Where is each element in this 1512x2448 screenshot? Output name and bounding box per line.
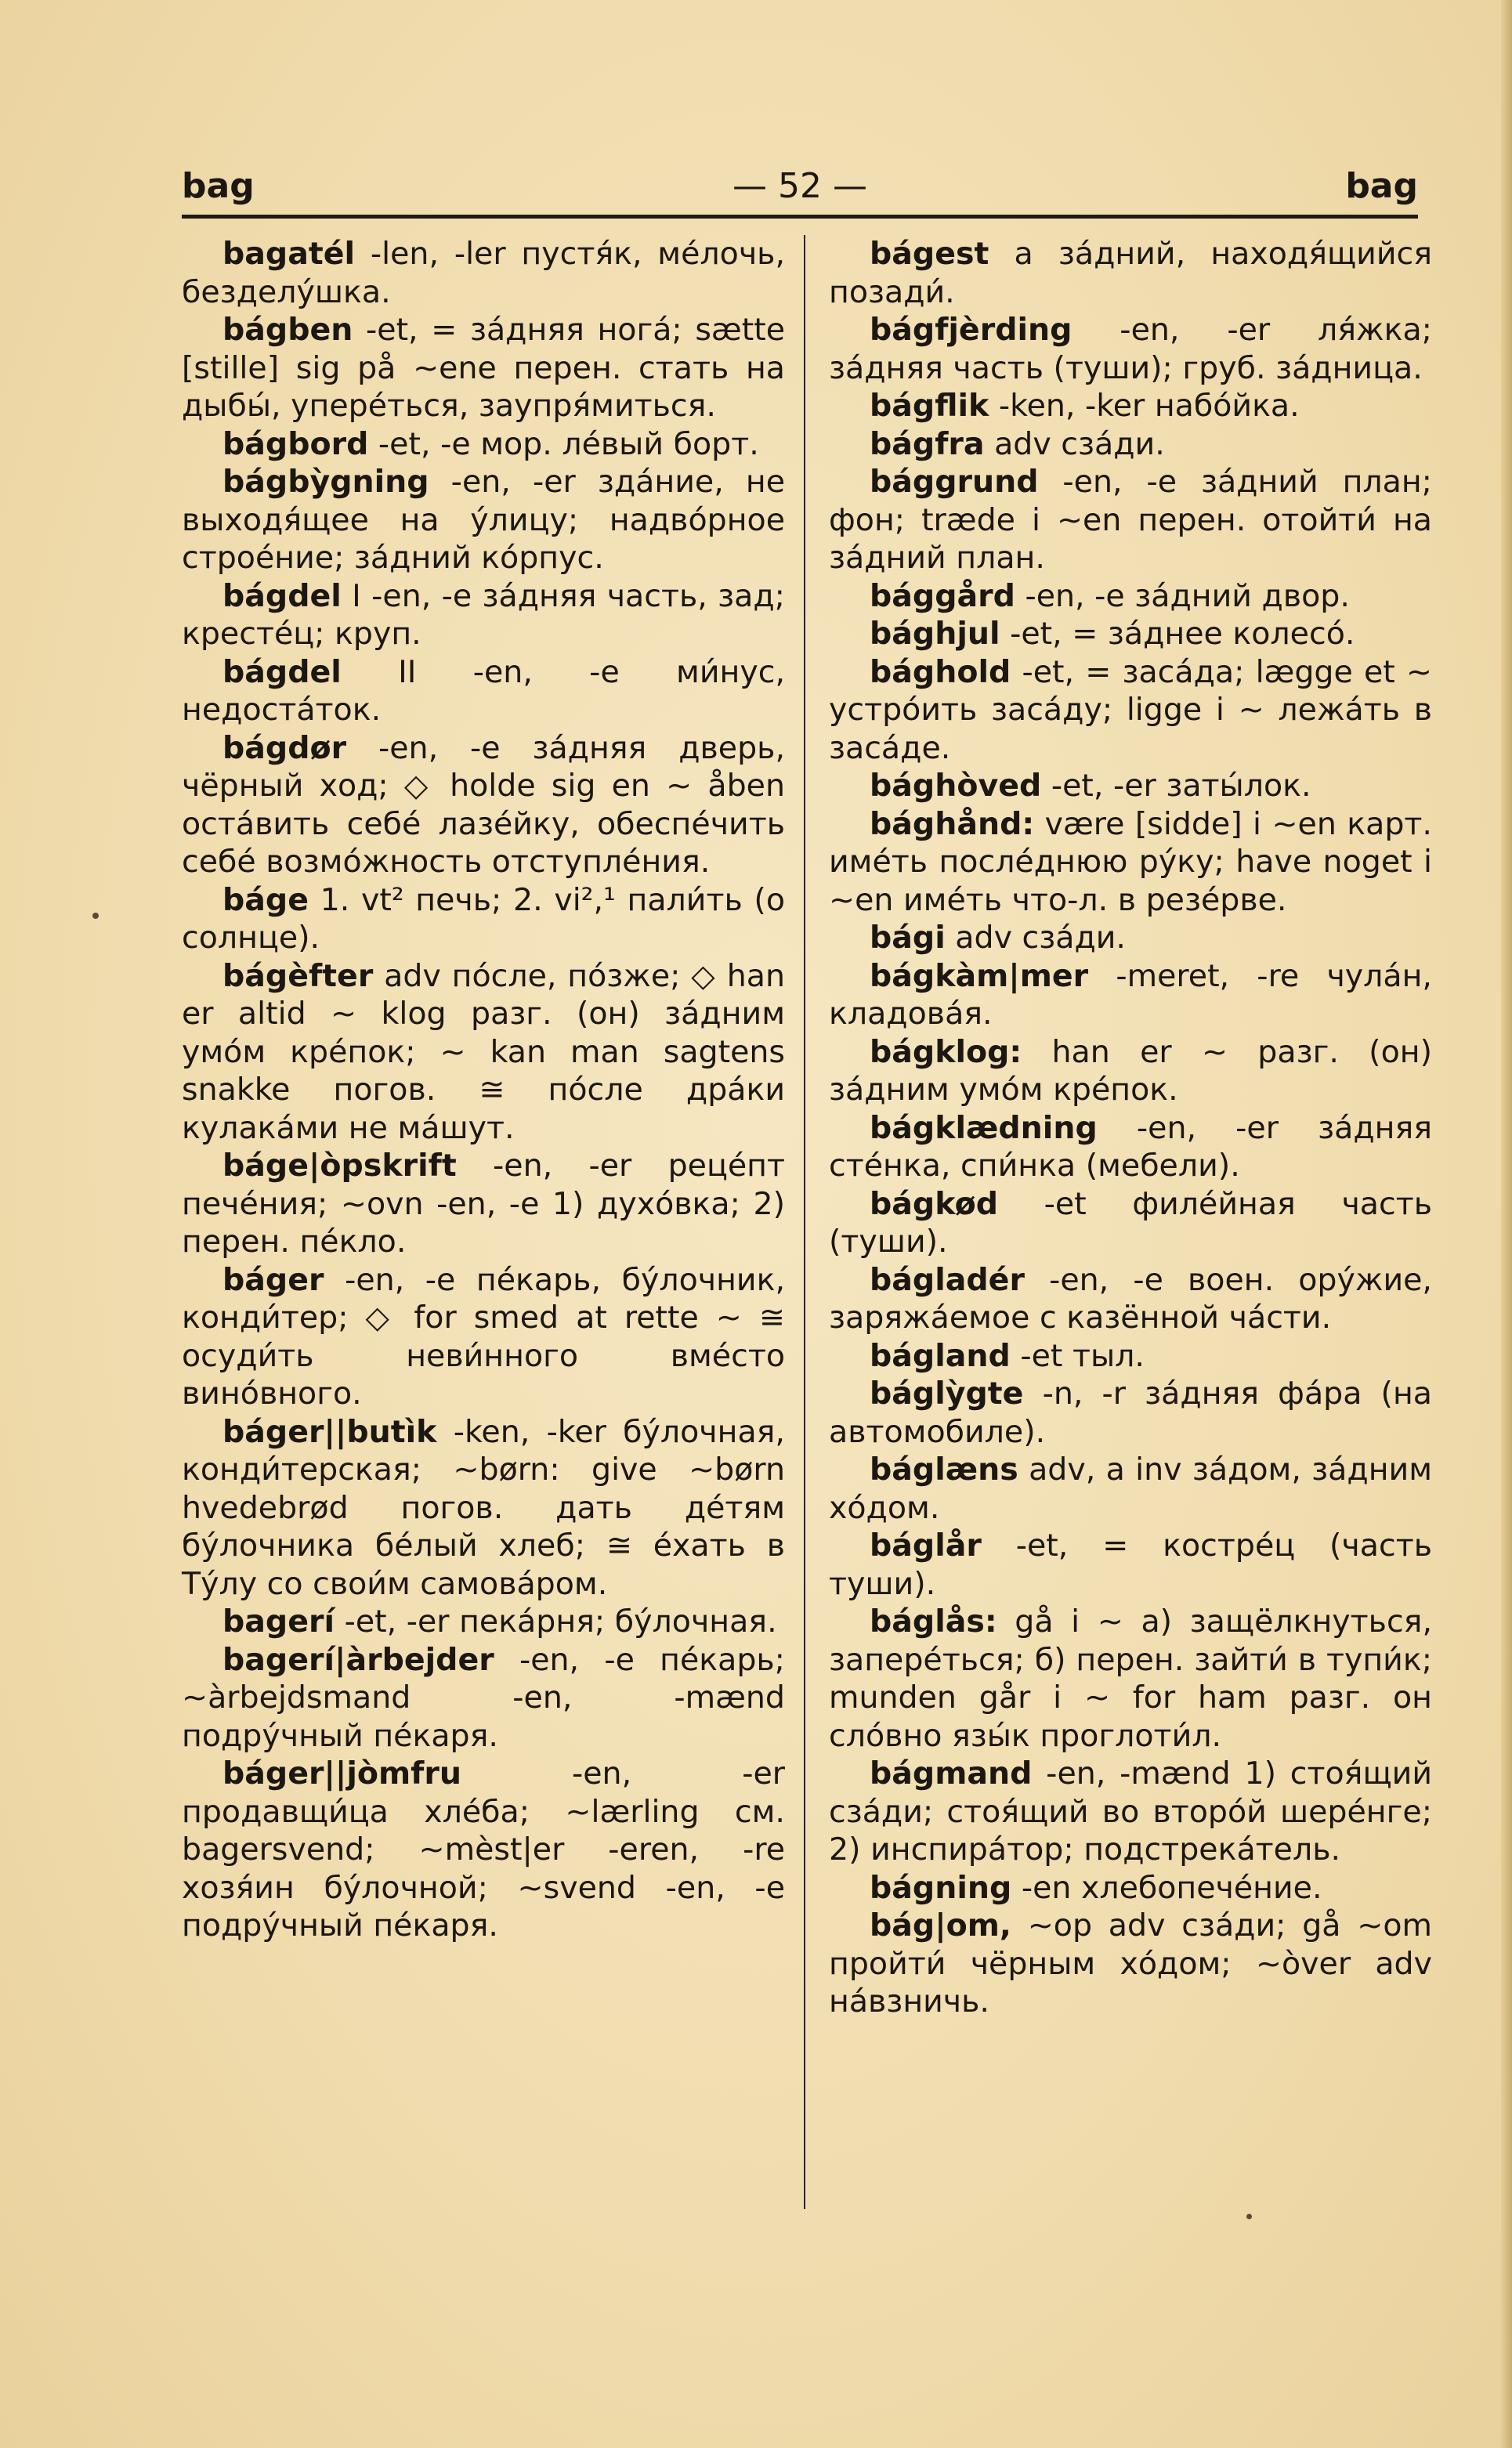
entry-definition: -n, -r за́дняя фа́ра (на автомобиле). <box>829 1376 1432 1450</box>
entry-definition: -en, -er ля́жка; за́дняя часть (туши); груб. за́дница. <box>829 312 1432 386</box>
entry-headword: bagerí|àrbejder <box>222 1641 494 1678</box>
running-header <box>182 166 1418 213</box>
entry-definition: ~op adv сза́ди; gå ~om пройти́ чёрным хо́дом; ~òver adv на́взничь. <box>829 1907 1432 2020</box>
dictionary-entry <box>182 235 785 311</box>
dictionary-entry <box>829 1375 1432 1451</box>
dictionary-entry <box>829 1603 1432 1755</box>
dictionary-entry <box>182 425 785 464</box>
entry-headword: bágbord <box>222 425 369 462</box>
dictionary-entry <box>182 1261 785 1413</box>
entry-headword: bághånd: <box>870 805 1035 842</box>
dictionary-entry <box>829 1451 1432 1527</box>
entry-headword: bágdør <box>222 729 347 766</box>
dictionary-entry <box>182 1147 785 1261</box>
dictionary-entry <box>829 1109 1432 1185</box>
header-right-guideword: bag <box>1345 166 1418 206</box>
entry-headword: bágklog: <box>870 1033 1022 1070</box>
entry-headword: bághold <box>870 653 1011 690</box>
entry-definition: adv сза́ди. <box>984 425 1165 462</box>
page-edge <box>1501 0 1512 2448</box>
entry-definition: adv сза́ди. <box>945 920 1126 956</box>
entry-definition: være [sidde] i ~en карт. име́ть после́днюю ру́ку; have noget i ~en име́ть что-л. в резе́рве. <box>829 805 1432 918</box>
right-column <box>829 235 1432 2021</box>
entry-headword: bágèfter <box>222 957 374 994</box>
entry-headword: bághjul <box>870 616 1000 652</box>
dictionary-entry <box>829 1869 1432 1907</box>
entry-definition: adv, a inv за́дом, за́дним хо́дом. <box>829 1452 1432 1526</box>
entry-definition: -en, -e за́дний двор. <box>1015 577 1350 614</box>
entry-definition: -et, -er пека́рня; бу́лочная. <box>335 1604 777 1640</box>
dictionary-entry <box>829 1337 1432 1376</box>
entry-definition: -et, = заса́да; lægge et ~ устро́ить заса́ду; ligge i ~ лежа́ть в заса́де. <box>829 653 1432 766</box>
paper-speck <box>1246 2214 1252 2219</box>
entry-headword: báge|òpskrift <box>222 1148 457 1184</box>
entry-definition: -et, -e мор. ле́вый борт. <box>368 425 759 462</box>
entry-definition: -en, -e за́дняя дверь, чёрный ход; ◇ holde sig en ~ åben оста́вить себе́ лазе́йку, обеспе́чить себе́ возмо́жность отступле́ния. <box>182 729 785 880</box>
column-divider <box>804 235 805 2209</box>
dictionary-entry <box>182 311 785 425</box>
entry-definition: -et филе́йная часть (туши). <box>829 1185 1432 1260</box>
entry-definition: -meret, -re чула́н, кладова́я. <box>829 957 1432 1032</box>
dictionary-entry <box>829 1907 1432 2021</box>
entry-headword: báglỳgte <box>870 1376 1024 1412</box>
entry-headword: bágdel <box>222 653 342 690</box>
dictionary-entry <box>829 425 1432 464</box>
dictionary-entry <box>182 729 785 881</box>
entry-definition: -et тыл. <box>1010 1337 1145 1374</box>
entry-definition: II -en, -e ми́нус, недоста́ток. <box>182 653 785 728</box>
entry-headword: bágflik <box>870 388 989 424</box>
dictionary-entry <box>829 919 1432 957</box>
entry-definition: -en, -er продавщи́ца хле́ба; ~lærling см. bagersvend; ~mèst|er -eren, -re хозя́ин бу́лочной; ~svend -en, -e подру́чный пе́каря. <box>182 1756 785 1944</box>
dictionary-entry <box>182 1603 785 1641</box>
dictionary-entry <box>829 767 1432 805</box>
dictionary-entry <box>829 577 1432 616</box>
dictionary-entry <box>182 1413 785 1604</box>
entry-definition: -en, -e воен. ору́жие, заряжа́емое с казённой ча́сти. <box>829 1261 1432 1336</box>
entry-definition: -en, -mænd 1) стоя́щий сза́ди; стоя́щий во второ́й шере́нге; 2) инспира́тор; подстрека́тель. <box>829 1756 1432 1868</box>
entry-headword: bági <box>870 920 946 956</box>
dictionary-entry <box>182 577 785 653</box>
dictionary-entry <box>829 1261 1432 1337</box>
entry-definition: -en, -er зда́ние, не выходя́щее на у́лицу; надво́рное строе́ние; за́дний ко́рпус. <box>182 464 785 576</box>
entry-headword: bágmand <box>870 1756 1033 1792</box>
entry-headword: bág|om, <box>870 1907 1011 1944</box>
dictionary-entry <box>182 653 785 729</box>
entry-definition: a за́дний, находя́щийся позади́. <box>829 236 1432 310</box>
dictionary-entry <box>829 653 1432 768</box>
dictionary-entry <box>829 235 1432 311</box>
dictionary-entry <box>182 1641 785 1756</box>
entry-definition: -et, -er заты́лок. <box>1041 768 1311 804</box>
dictionary-entry <box>829 1033 1432 1109</box>
entry-definition: han er ~ разг. (он) за́дним умо́м кре́пок. <box>829 1033 1432 1108</box>
entry-headword: bágning <box>870 1869 1012 1906</box>
entry-headword: báglås: <box>870 1604 997 1640</box>
dictionary-entry <box>829 1527 1432 1603</box>
dictionary-entry <box>829 387 1432 425</box>
entry-definition: -ken, -ker бу́лочная, конди́терская; ~børn: give ~børn hvedebrød погов. дать де́тям бу́лочника бе́лый хлеб; ≅ е́хать в Ту́лу со свои́м самова́ром. <box>182 1413 785 1602</box>
entry-headword: bággård <box>870 577 1015 614</box>
entry-definition: -en, -e за́дний план; фон; træde i ~en перен. отойти́ на за́дний план. <box>829 464 1432 576</box>
entry-definition: 1. vt² печь; 2. vi²,¹ пали́ть (о солнце). <box>182 881 785 956</box>
entry-definition: -et, = костре́ц (часть туши). <box>829 1528 1432 1602</box>
entry-headword: bágfjèrding <box>870 312 1073 348</box>
dictionary-entry <box>182 1755 785 1945</box>
entry-definition: -len, -ler пустя́к, ме́лочь, безделу́шка. <box>182 236 785 310</box>
dictionary-entry <box>829 615 1432 653</box>
dictionary-entry <box>829 311 1432 387</box>
entry-definition: adv по́сле, по́зже; ◇ han er altid ~ klog разг. (он) за́дним умо́м кре́пок; ~ kan man sagtens snakke погов. ≅ по́сле дра́ки кулака́ми не ма́шут. <box>182 957 785 1146</box>
entry-headword: báger <box>222 1261 324 1298</box>
entry-headword: bágkød <box>870 1185 999 1222</box>
entry-headword: bágfra <box>870 425 985 462</box>
entry-headword: bágben <box>222 312 353 348</box>
dictionary-entry <box>829 805 1432 920</box>
entry-headword: báglår <box>870 1528 982 1564</box>
header-rule <box>182 215 1418 219</box>
entry-headword: bághòved <box>870 768 1042 804</box>
dictionary-entry <box>182 957 785 1148</box>
entry-headword: bágland <box>870 1337 1011 1374</box>
entry-definition: -et, = за́дняя нога́; sætte [stille] sig på ~ene перен. стать на дыбы́, упере́ться, заупря́миться. <box>182 312 785 424</box>
entry-definition: -en, -e пе́карь, бу́лочник, конди́тер; ◇ for smed at rette ~ ≅ осуди́ть неви́нного вме́сто вино́вного. <box>182 1261 785 1412</box>
dictionary-entry <box>829 1755 1432 1869</box>
entry-definition: gå i ~ а) защёлкнуться, запере́ться; б) перен. зайти́ в тупи́к; munden går i ~ for ham разг. он сло́вно язы́к проглоти́л. <box>829 1604 1432 1754</box>
entry-definition: -en, -er реце́пт пече́ния; ~ovn -en, -e 1) духо́вка; 2) перен. пе́кло. <box>182 1148 785 1260</box>
dictionary-entry <box>829 1185 1432 1261</box>
entry-headword: báglæns <box>870 1452 1018 1488</box>
entry-headword: bágkàm|mer <box>870 957 1089 994</box>
entry-definition: -et, = за́днее колесо́. <box>1000 616 1355 652</box>
entry-headword: bagerí <box>222 1604 335 1640</box>
dictionary-entry <box>829 463 1432 577</box>
entry-headword: báger||butìk <box>222 1413 437 1450</box>
entry-headword: báge <box>222 881 309 918</box>
dictionary-entry <box>182 463 785 577</box>
entry-headword: bagatél <box>222 236 356 272</box>
page-number: — 52 — <box>732 166 867 206</box>
dictionary-entry <box>829 957 1432 1033</box>
entry-definition: -en, -er за́дняя сте́нка, спи́нка (мебели). <box>829 1109 1432 1184</box>
entry-definition: -en, -e пе́карь; ~àrbejdsmand -en, -mænd подру́чный пе́каря. <box>182 1641 785 1754</box>
header-left-guideword: bag <box>182 166 255 206</box>
entry-headword: bágbỳgning <box>222 464 429 500</box>
left-column <box>182 235 785 1945</box>
entry-headword: bággrund <box>870 464 1039 500</box>
entry-definition: I -en, -e за́дняя часть, зад; кресте́ц; круп. <box>182 577 785 652</box>
entry-headword: bágladér <box>870 1261 1025 1298</box>
paper-speck <box>92 913 99 919</box>
entry-headword: báger||jòmfru <box>222 1756 461 1792</box>
entry-definition: -en хлебопече́ние. <box>1011 1869 1322 1906</box>
entry-headword: bágdel <box>222 577 342 614</box>
dictionary-entry <box>182 881 785 957</box>
entry-headword: bágklædning <box>870 1109 1098 1146</box>
entry-definition: -ken, -ker набо́йка. <box>989 388 1300 424</box>
entry-headword: bágest <box>870 236 989 272</box>
